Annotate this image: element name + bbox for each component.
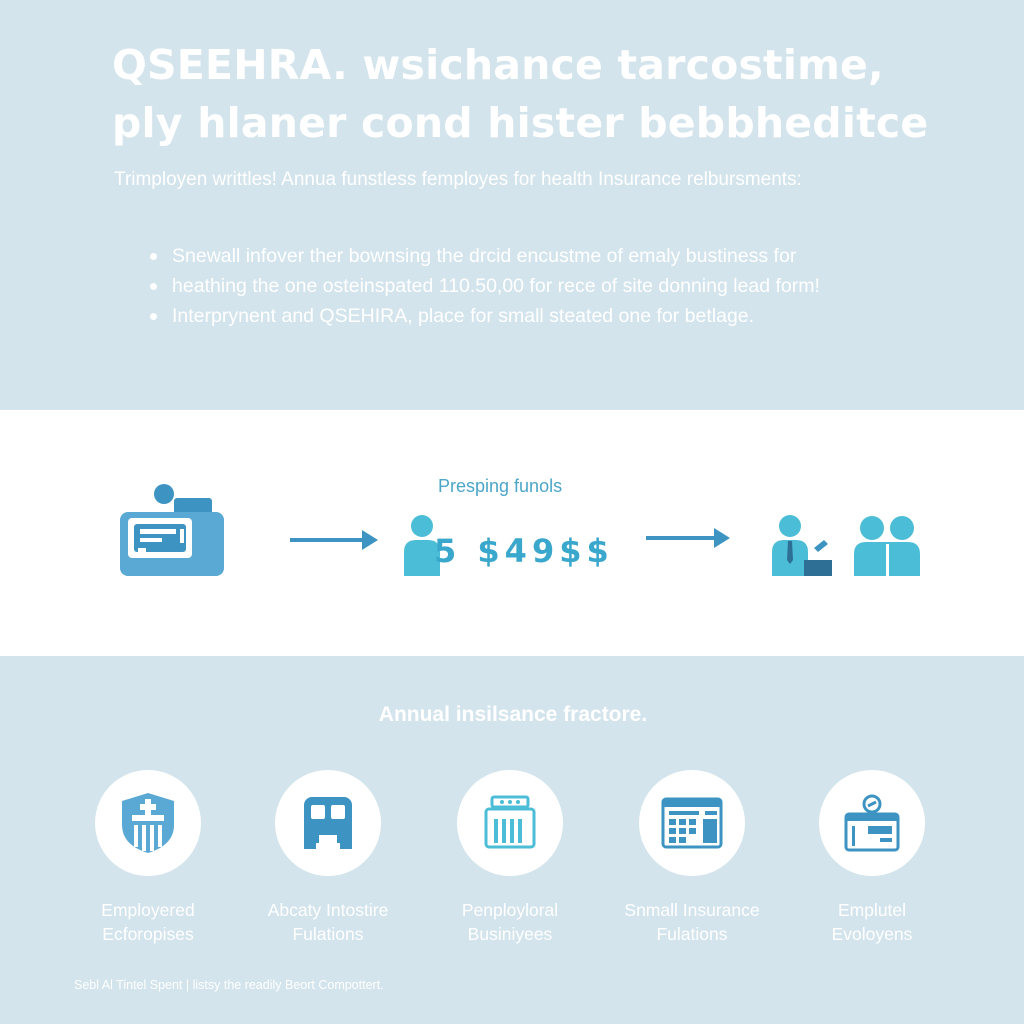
factor-label-line-1: Snmall Insurance bbox=[624, 900, 760, 920]
factor-label-line-2: Ecforopises bbox=[102, 924, 194, 944]
factor-item bbox=[58, 770, 238, 946]
factor-label-line-1: Penployloral bbox=[461, 900, 559, 920]
employee-group-icon bbox=[770, 514, 926, 578]
flow-arrow bbox=[290, 538, 364, 542]
office-icon bbox=[844, 794, 900, 852]
bullet-list bbox=[150, 241, 950, 331]
bus-icon bbox=[303, 795, 353, 851]
factor-label-line-2: Fulations bbox=[292, 924, 364, 944]
headline-line-2: ply hlaner cond hister bebbheditce bbox=[112, 99, 929, 147]
factor-label bbox=[420, 898, 600, 946]
header-section bbox=[0, 0, 1024, 410]
shield-icon bbox=[118, 791, 178, 855]
factor-circle bbox=[457, 770, 563, 876]
headline-line-1: QSEEHRA. wsichance tarcostime, bbox=[112, 41, 884, 89]
subtitle: Trimployen writtles! Annua funstless femployes for health Insurance relbursments: bbox=[114, 169, 802, 190]
bullet-item: Snewall infover ther bownsing the drcid encustme of emaly bustiness for bbox=[150, 241, 950, 271]
calendar-icon bbox=[661, 797, 723, 849]
factor-item bbox=[602, 770, 782, 946]
page-title bbox=[112, 36, 932, 152]
factor-item bbox=[420, 770, 600, 946]
factor-circle bbox=[639, 770, 745, 876]
factor-label bbox=[58, 898, 238, 946]
flow-diagram bbox=[0, 410, 1024, 656]
factor-item bbox=[782, 770, 962, 946]
factor-label-line-2: Fulations bbox=[656, 924, 728, 944]
factors-title: Annual insilsance fractore. bbox=[378, 703, 648, 726]
footer-text: Sebl Al Tintel Spent | listsy the readily Beort Compottert. bbox=[74, 978, 384, 992]
factor-circle bbox=[819, 770, 925, 876]
factor-label-line-1: Employered bbox=[101, 900, 195, 920]
bullet-item: heathing the one osteinspated 110.50,00 for rece of site donning lead form! bbox=[150, 271, 950, 301]
factor-circle bbox=[95, 770, 201, 876]
factor-label-line-1: Emplutel bbox=[837, 900, 907, 920]
factor-label-line-2: Businiyees bbox=[467, 924, 553, 944]
money-amount: 5 $49$$ bbox=[434, 532, 614, 570]
factor-label bbox=[602, 898, 782, 946]
factors-section bbox=[0, 656, 1024, 1024]
flow-arrow bbox=[646, 536, 716, 540]
bullet-item: Interprynent and QSEHIRA, place for small steated one for betlage. bbox=[150, 301, 950, 331]
factor-label bbox=[782, 898, 962, 946]
factor-circle bbox=[275, 770, 381, 876]
flow-label: Presping funols bbox=[438, 476, 563, 496]
factor-label bbox=[238, 898, 418, 946]
factor-label-line-1: Abcaty Intostire bbox=[267, 900, 389, 920]
employer-desk-icon bbox=[118, 482, 226, 578]
factor-label-line-2: Evoloyens bbox=[831, 924, 913, 944]
factor-item bbox=[238, 770, 418, 946]
store-icon bbox=[482, 795, 538, 851]
